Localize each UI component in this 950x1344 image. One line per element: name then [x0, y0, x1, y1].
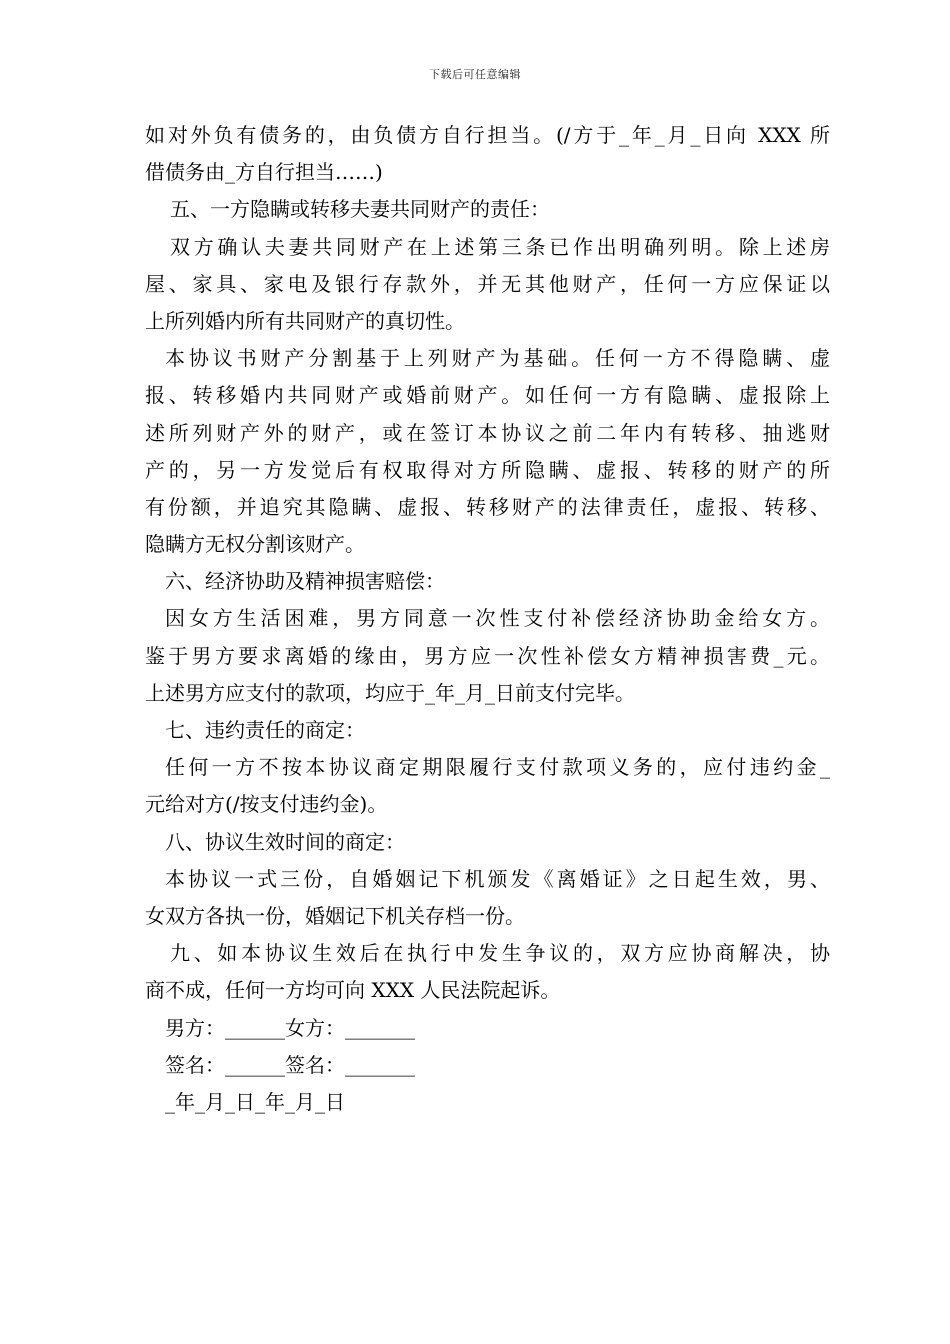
text-line: 任何一方不按本协议商定期限履行支付款项义务的，应付违约金_ — [165, 755, 830, 780]
text-line: 本协议一式三份，自婚姻记下机颁发《离婚证》之日起生效，男、 — [165, 866, 830, 891]
text-line: 六、经济协助及精神损害赔偿： — [165, 569, 445, 594]
text-line: 七、违约责任的商定： — [165, 718, 365, 742]
text-line: 述所列财产外的财产，或在签订本协议之前二年内有转移、抽逃财 — [145, 420, 830, 445]
text-line: 鉴于男方要求离婚的缘由，男方应一次性补偿女方精神损害费_元。 — [145, 643, 830, 668]
text-line: 屋、家具、家电及银行存款外，并无其他财产，任何一方应保证以 — [145, 271, 830, 296]
text-line: 五、一方隐瞒或转移夫妻共同财产的责任： — [170, 197, 550, 222]
text-line: 元给对方(/按支付违约金)。 — [145, 792, 388, 817]
text-line: 因女方生活困难，男方同意一次性支付补偿经济协助金给女方。 — [165, 606, 830, 631]
text-line: 男方：______女方：_______ — [165, 1015, 415, 1040]
text-line: 九、如本协议生效后在执行中发生争议的，双方应协商解决，协 — [170, 941, 830, 966]
text-line: 八、协议生效时间的商定： — [165, 829, 405, 854]
text-line: 双方确认夫妻共同财产在上述第三条已作出明确列明。除上述房 — [170, 234, 830, 259]
text-line: _年_月_日_年_月_日 — [165, 1089, 345, 1114]
text-line: 隐瞒方无权分割该财产。 — [145, 532, 365, 557]
text-line: 商不成，任何一方均可向 XXX 人民法院起诉。 — [145, 978, 561, 1003]
text-line: 产的，另一方发觉后有权取得对方所隐瞒、虚报、转移的财产的所 — [145, 457, 830, 482]
text-line: 借债务由_方自行担当……) — [145, 160, 383, 185]
text-line: 本协议书财产分割基于上列财产为基础。任何一方不得隐瞒、虚 — [165, 346, 830, 371]
text-line: 上所列婚内所有共同财产的真切性。 — [145, 308, 465, 333]
text-line: 上述男方应支付的款项，均应于_年_月_日前支付完毕。 — [145, 680, 635, 705]
text-line: 签名：______签名：_______ — [165, 1052, 415, 1077]
page-header: 下载后可任意编辑 — [429, 68, 521, 81]
text-line: 有份额，并追究其隐瞒、虚报、转移财产的法律责任，虚报、转移、 — [145, 494, 830, 519]
document-body — [145, 117, 830, 1121]
text-line: 报、转移婚内共同财产或婚前财产。如任何一方有隐瞒、虚报除上 — [145, 383, 830, 408]
text-line: 如对外负有债务的，由负债方自行担当。(/方于_年_月_日向 XXX 所 — [145, 123, 830, 147]
text-line: 女双方各执一份，婚姻记下机关存档一份。 — [145, 903, 525, 928]
